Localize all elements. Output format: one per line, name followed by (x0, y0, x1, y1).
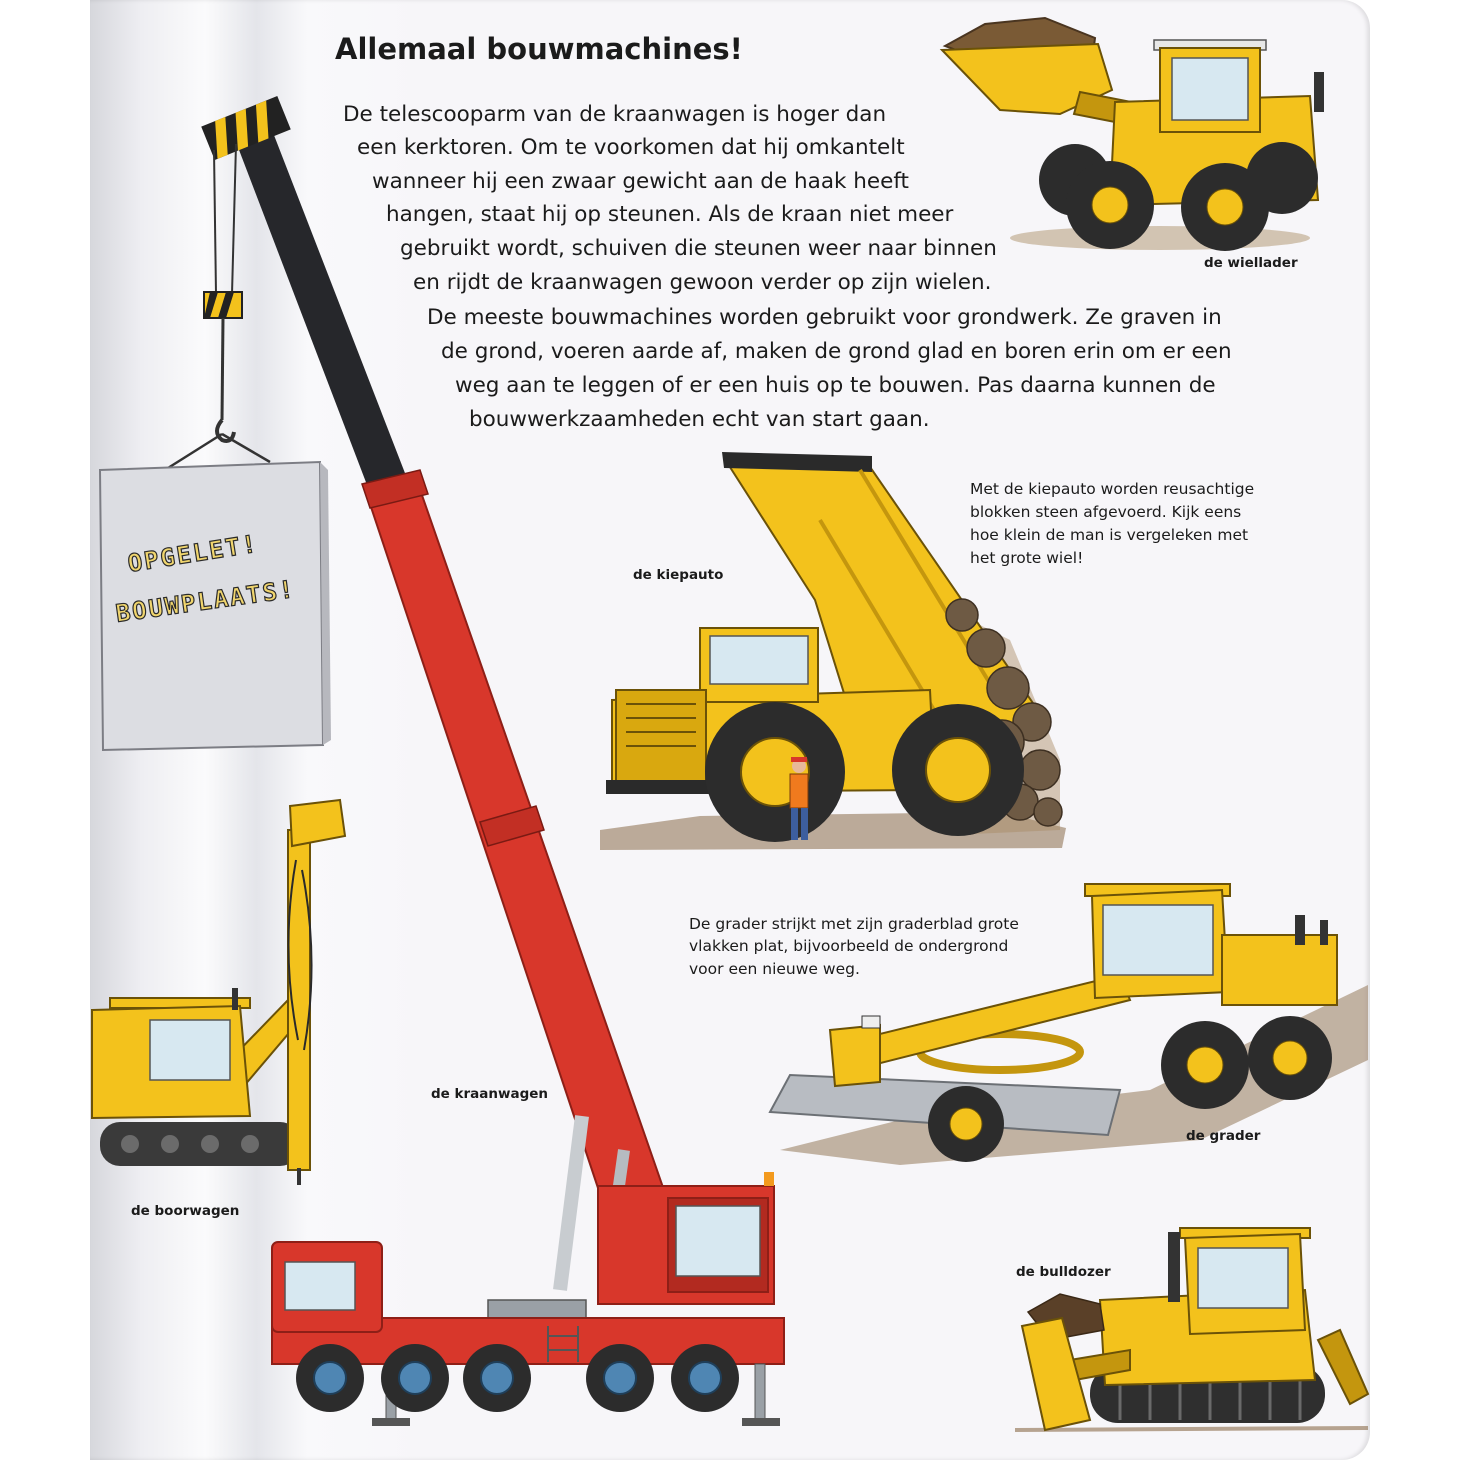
intro-line: een kerktoren. Om te voorkomen dat hij omkantelt (357, 135, 905, 160)
crane-cable (232, 144, 236, 294)
caption-bulldozer: de bulldozer (1016, 1264, 1111, 1280)
caption-boorwagen: de boorwagen (131, 1203, 240, 1219)
caption-kiepauto: de kiepauto (633, 567, 724, 583)
note-line: het grote wiel! (970, 549, 1084, 567)
intro-line: De meeste bouwmachines worden gebruikt voor grondwerk. Ze graven in (427, 305, 1222, 330)
note-line: vlakken plat, bijvoorbeeld de ondergrond (689, 937, 1009, 955)
intro-line: De telescooparm van de kraanwagen is hoger dan (343, 102, 887, 127)
crane-wheel-hub (314, 1362, 346, 1394)
crane-wheel-hub (399, 1362, 431, 1394)
bulldozer-exhaust (1168, 1232, 1180, 1302)
note-line: Met de kiepauto worden reusachtige (970, 480, 1255, 498)
crane-chain (168, 434, 222, 468)
grader-exhaust (1295, 915, 1305, 945)
crane-beacon (764, 1172, 774, 1186)
bulldozer-ripper (1318, 1330, 1368, 1404)
crane-cylinder (560, 1116, 582, 1290)
intro-line: wanneer hij een zwaar gewicht aan de haak heeft (372, 169, 909, 194)
dump-cab-window (710, 636, 808, 684)
page-title: Allemaal bouwmachines! (335, 32, 743, 66)
note-line: De grader strijkt met zijn graderblad grote (689, 915, 1019, 933)
drill-mast-head (290, 800, 345, 846)
caption-kraanwagen: de kraanwagen (431, 1086, 548, 1102)
dump-wheel-hub (926, 738, 990, 802)
note-line: hoe klein de man is vergeleken met (970, 526, 1249, 544)
grader-exhaust (1320, 920, 1328, 945)
caption-grader: de grader (1186, 1128, 1261, 1144)
sign-text-line2: BOUWPLAATS! (114, 574, 298, 628)
loader-wheel-hub (1092, 187, 1128, 223)
crane-hook-block (204, 292, 242, 318)
grader-wheel-hub (1273, 1041, 1307, 1075)
intro-line: hangen, staat hij op steunen. Als de kraan niet meer (386, 202, 954, 227)
loader-exhaust (1314, 72, 1324, 112)
loader-cab-window (1172, 58, 1248, 120)
loader-wheel-hub (1207, 189, 1243, 225)
crane-operator-cab-window (676, 1206, 760, 1276)
crane-outrigger-pad (372, 1418, 410, 1426)
intro-line: bouwwerkzaamheden echt van start gaan. (469, 407, 930, 432)
grader-mirror (862, 1016, 880, 1028)
crane-wheel-hub (481, 1362, 513, 1394)
bulldozer-cab-window (1198, 1248, 1288, 1308)
crane-outrigger-pad (742, 1418, 780, 1426)
intro-line: weg aan te leggen of er een huis op te bouwen. Pas daarna kunnen de (455, 373, 1216, 398)
grader-cab-window (1103, 905, 1213, 975)
intro-line: de grond, voeren aarde af, maken de grond glad en boren erin om er een (441, 339, 1232, 364)
sign-text-line1: OPGELET! (125, 529, 261, 578)
drill-cab-window (150, 1020, 230, 1080)
drill-exhaust (232, 988, 238, 1010)
grader-wheel-hub (950, 1108, 982, 1140)
crane-hook (217, 420, 234, 441)
grader-engine (1222, 935, 1337, 1005)
bulldozer-ground (1015, 1428, 1368, 1430)
note-line: blokken steen afgevoerd. Kijk eens (970, 503, 1242, 521)
crane-outrigger (755, 1364, 765, 1419)
loader-ground (1010, 226, 1310, 250)
grader-front-arm (830, 1025, 880, 1086)
intro-line: en rijdt de kraanwagen gewoon verder op zijn wielen. (413, 270, 992, 295)
intro-line: gebruikt wordt, schuiven die steunen weer naar binnen (400, 236, 997, 261)
crane-driver-cab-window (285, 1262, 355, 1310)
crane-hook-line (222, 318, 223, 420)
drill-rig-illustration (92, 800, 345, 1185)
crane-wheel-hub (604, 1362, 636, 1394)
grader-wheel-hub (1187, 1047, 1223, 1083)
note-line: voor een nieuwe weg. (689, 960, 860, 978)
crane-chain (222, 434, 270, 462)
bulldozer-illustration (1015, 1228, 1368, 1430)
caption-wiellader: de wiellader (1204, 255, 1298, 271)
crane-wheel-hub (689, 1362, 721, 1394)
wheel-loader-illustration (942, 18, 1324, 251)
crane-cable (214, 150, 216, 294)
